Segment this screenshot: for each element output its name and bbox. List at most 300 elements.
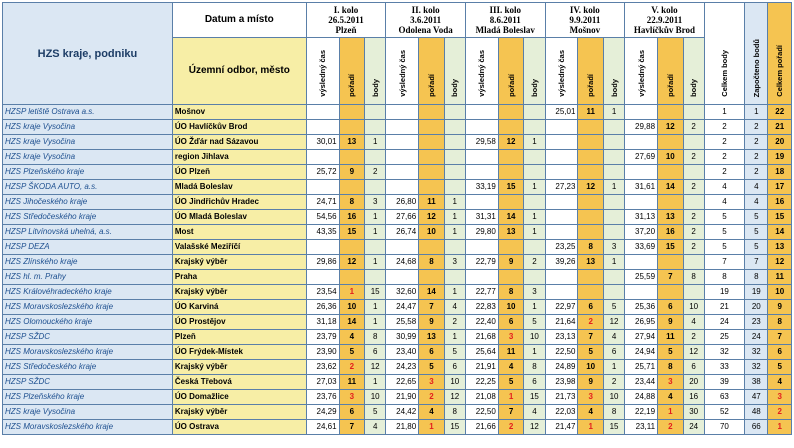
rank-cell xyxy=(498,150,523,165)
points-cell xyxy=(524,270,545,285)
rank-cell xyxy=(578,165,603,180)
time-cell xyxy=(465,105,498,120)
time-cell xyxy=(545,195,578,210)
points-cell: 1 xyxy=(365,135,386,150)
rank-cell: 7 xyxy=(339,420,364,435)
total-points-cell: 70 xyxy=(704,420,744,435)
rank-cell: 9 xyxy=(419,315,444,330)
points-cell: 10 xyxy=(683,300,704,315)
time-cell xyxy=(465,165,498,180)
rank-cell: 6 xyxy=(419,345,444,360)
total-points-cell: 25 xyxy=(704,330,744,345)
rank-cell xyxy=(578,135,603,150)
rank-cell xyxy=(658,285,683,300)
table-row xyxy=(3,330,792,345)
org-cell: HZS kraje Vysočina xyxy=(3,120,173,135)
points-cell: 15 xyxy=(524,390,545,405)
points-cell xyxy=(444,150,465,165)
rank-cell: 7 xyxy=(578,330,603,345)
header-date-place: Datum a místo xyxy=(172,3,306,38)
rank-cell xyxy=(339,105,364,120)
time-cell: 24,23 xyxy=(386,360,419,375)
org-cell: HZS hl. m. Prahy xyxy=(3,270,173,285)
points-cell xyxy=(524,150,545,165)
round-5-time-label: výsledný čas xyxy=(625,38,658,105)
total-rank-cell: 21 xyxy=(768,120,792,135)
round-1-time-label: výsledný čas xyxy=(306,38,339,105)
time-cell: 21,64 xyxy=(545,315,578,330)
points-cell xyxy=(444,105,465,120)
time-cell: 26,80 xyxy=(386,195,419,210)
round-place: Mošnov xyxy=(569,25,601,35)
time-cell: 24,71 xyxy=(306,195,339,210)
points-cell: 1 xyxy=(444,330,465,345)
round-2-header xyxy=(386,3,466,38)
points-cell: 8 xyxy=(365,330,386,345)
rank-cell xyxy=(498,105,523,120)
rank-cell: 7 xyxy=(658,270,683,285)
unit-cell: Valašské Meziříčí xyxy=(172,240,306,255)
counted-points-cell: 2 xyxy=(745,135,768,150)
time-cell: 23,13 xyxy=(545,330,578,345)
org-cell: HZS Plzeňského kraje xyxy=(3,165,173,180)
total-rank-cell: 10 xyxy=(768,285,792,300)
points-cell: 16 xyxy=(683,390,704,405)
org-cell: HZS Olomouckého kraje xyxy=(3,315,173,330)
rank-cell: 12 xyxy=(419,210,444,225)
unit-cell: ÚO Jindřichův Hradec xyxy=(172,195,306,210)
time-cell: 24,89 xyxy=(545,360,578,375)
counted-points-cell: 2 xyxy=(745,150,768,165)
points-cell xyxy=(524,165,545,180)
time-cell: 25,72 xyxy=(306,165,339,180)
rank-cell: 1 xyxy=(339,285,364,300)
total-rank-cell: 9 xyxy=(768,300,792,315)
points-cell: 6 xyxy=(683,360,704,375)
points-cell: 1 xyxy=(444,210,465,225)
counted-points-cell: 5 xyxy=(745,240,768,255)
header-counted-points: Započteno bodů xyxy=(745,3,768,105)
total-rank-cell: 20 xyxy=(768,135,792,150)
org-cell: HZS Jihočeského kraje xyxy=(3,195,173,210)
rank-cell: 15 xyxy=(658,240,683,255)
time-cell: 23,98 xyxy=(545,375,578,390)
rank-cell: 2 xyxy=(419,390,444,405)
table-row xyxy=(3,225,792,240)
org-cell: HZS Moravskoslezského kraje xyxy=(3,345,173,360)
time-cell: 25,36 xyxy=(625,300,658,315)
time-cell: 23,79 xyxy=(306,330,339,345)
time-cell: 23,44 xyxy=(625,375,658,390)
rank-cell: 6 xyxy=(658,300,683,315)
points-cell xyxy=(365,180,386,195)
counted-points-cell: 32 xyxy=(745,360,768,375)
rank-cell xyxy=(498,165,523,180)
table-row xyxy=(3,300,792,315)
time-cell: 31,13 xyxy=(625,210,658,225)
points-cell xyxy=(365,240,386,255)
time-cell xyxy=(386,270,419,285)
rank-cell: 16 xyxy=(658,225,683,240)
unit-cell: Most xyxy=(172,225,306,240)
total-rank-cell: 8 xyxy=(768,315,792,330)
points-cell: 1 xyxy=(524,210,545,225)
total-rank-cell: 4 xyxy=(768,375,792,390)
table-row xyxy=(3,240,792,255)
points-cell xyxy=(524,195,545,210)
rank-cell: 11 xyxy=(498,345,523,360)
org-cell: HZSP ŠKODA AUTO, a.s. xyxy=(3,180,173,195)
time-cell: 29,86 xyxy=(306,255,339,270)
points-cell: 5 xyxy=(365,405,386,420)
points-cell: 4 xyxy=(603,330,624,345)
total-points-cell: 21 xyxy=(704,300,744,315)
table-row xyxy=(3,360,792,375)
time-cell: 31,61 xyxy=(625,180,658,195)
counted-points-cell: 4 xyxy=(745,195,768,210)
round-title: IV. kolo xyxy=(569,5,600,15)
points-cell: 3 xyxy=(365,195,386,210)
total-rank-cell: 13 xyxy=(768,240,792,255)
time-cell: 23,76 xyxy=(306,390,339,405)
rank-cell xyxy=(658,255,683,270)
time-cell: 24,47 xyxy=(386,300,419,315)
unit-cell: Česká Třebová xyxy=(172,375,306,390)
total-points-cell: 19 xyxy=(704,285,744,300)
rank-cell xyxy=(339,150,364,165)
time-cell: 27,03 xyxy=(306,375,339,390)
rank-cell: 6 xyxy=(339,405,364,420)
points-cell xyxy=(603,285,624,300)
rank-cell xyxy=(658,135,683,150)
unit-cell: ÚO Žďár nad Sázavou xyxy=(172,135,306,150)
time-cell xyxy=(465,270,498,285)
points-cell: 2 xyxy=(683,210,704,225)
rank-cell xyxy=(578,285,603,300)
rank-cell: 4 xyxy=(498,360,523,375)
points-cell: 1 xyxy=(444,195,465,210)
time-cell: 31,18 xyxy=(306,315,339,330)
points-cell: 6 xyxy=(524,375,545,390)
org-cell: HZSP SŽDC xyxy=(3,375,173,390)
counted-points-cell: 2 xyxy=(745,120,768,135)
points-cell xyxy=(444,135,465,150)
points-cell: 10 xyxy=(444,375,465,390)
rank-cell xyxy=(419,240,444,255)
points-cell xyxy=(603,195,624,210)
rank-cell xyxy=(578,195,603,210)
time-cell xyxy=(545,150,578,165)
total-rank-cell: 19 xyxy=(768,150,792,165)
total-points-cell: 4 xyxy=(704,195,744,210)
time-cell: 22,19 xyxy=(625,405,658,420)
time-cell xyxy=(545,120,578,135)
time-cell: 21,47 xyxy=(545,420,578,435)
round-3-time-label: výsledný čas xyxy=(465,38,498,105)
time-cell: 22,79 xyxy=(465,255,498,270)
time-cell xyxy=(545,165,578,180)
unit-cell: Plzeň xyxy=(172,330,306,345)
points-cell xyxy=(683,105,704,120)
time-cell xyxy=(625,285,658,300)
rank-cell: 3 xyxy=(419,375,444,390)
time-cell: 26,95 xyxy=(625,315,658,330)
points-cell xyxy=(603,210,624,225)
time-cell xyxy=(465,195,498,210)
rank-cell: 14 xyxy=(498,210,523,225)
points-cell: 20 xyxy=(683,375,704,390)
time-cell: 27,23 xyxy=(545,180,578,195)
points-cell: 10 xyxy=(365,390,386,405)
round-1-points-label: body xyxy=(365,38,386,105)
rank-cell: 13 xyxy=(339,135,364,150)
rank-cell: 5 xyxy=(419,360,444,375)
total-rank-cell: 7 xyxy=(768,330,792,345)
rank-cell xyxy=(498,240,523,255)
round-place: Mladá Boleslav xyxy=(475,25,535,35)
org-cell: HZS kraje Vysočina xyxy=(3,405,173,420)
round-2-time-label: výsledný čas xyxy=(386,38,419,105)
points-cell: 12 xyxy=(444,390,465,405)
points-cell: 2 xyxy=(683,240,704,255)
counted-points-cell: 66 xyxy=(745,420,768,435)
time-cell: 22,50 xyxy=(465,405,498,420)
points-cell: 12 xyxy=(683,345,704,360)
total-rank-cell: 5 xyxy=(768,360,792,375)
unit-cell: Krajský výběr xyxy=(172,360,306,375)
total-rank-cell: 3 xyxy=(768,390,792,405)
rank-cell xyxy=(339,240,364,255)
rank-cell: 6 xyxy=(578,300,603,315)
round-2-points-label: body xyxy=(444,38,465,105)
points-cell: 5 xyxy=(444,345,465,360)
table-row xyxy=(3,255,792,270)
time-cell xyxy=(545,210,578,225)
time-cell xyxy=(306,120,339,135)
time-cell: 29,88 xyxy=(625,120,658,135)
time-cell: 23,11 xyxy=(625,420,658,435)
time-cell: 21,68 xyxy=(465,330,498,345)
points-cell xyxy=(603,270,624,285)
round-4-points-label: body xyxy=(603,38,624,105)
points-cell: 6 xyxy=(603,345,624,360)
rank-cell: 14 xyxy=(339,315,364,330)
counted-points-cell: 24 xyxy=(745,330,768,345)
time-cell: 27,94 xyxy=(625,330,658,345)
unit-cell: Mladá Boleslav xyxy=(172,180,306,195)
points-cell xyxy=(683,195,704,210)
time-cell: 21,80 xyxy=(386,420,419,435)
rank-cell: 14 xyxy=(658,180,683,195)
round-date: 9.9.2011 xyxy=(569,15,601,25)
points-cell xyxy=(444,120,465,135)
points-cell: 3 xyxy=(524,285,545,300)
rank-cell: 9 xyxy=(658,315,683,330)
time-cell: 33,69 xyxy=(625,240,658,255)
points-cell: 8 xyxy=(444,405,465,420)
time-cell xyxy=(625,135,658,150)
table-row xyxy=(3,210,792,225)
rank-cell: 13 xyxy=(578,255,603,270)
points-cell: 30 xyxy=(683,405,704,420)
rank-cell: 8 xyxy=(419,255,444,270)
counted-points-cell: 5 xyxy=(745,225,768,240)
time-cell: 26,74 xyxy=(386,225,419,240)
points-cell: 24 xyxy=(683,420,704,435)
time-cell: 24,88 xyxy=(625,390,658,405)
round-title: II. kolo xyxy=(411,5,440,15)
rank-cell: 5 xyxy=(658,345,683,360)
total-points-cell: 5 xyxy=(704,225,744,240)
rank-cell: 8 xyxy=(658,360,683,375)
time-cell xyxy=(386,120,419,135)
points-cell: 4 xyxy=(524,405,545,420)
points-cell: 2 xyxy=(365,165,386,180)
counted-points-cell: 48 xyxy=(745,405,768,420)
total-rank-cell: 1 xyxy=(768,420,792,435)
total-rank-cell: 6 xyxy=(768,345,792,360)
total-rank-cell: 2 xyxy=(768,405,792,420)
time-cell xyxy=(306,270,339,285)
rank-cell: 13 xyxy=(419,330,444,345)
rank-cell: 2 xyxy=(498,420,523,435)
points-cell: 8 xyxy=(603,405,624,420)
rank-cell: 10 xyxy=(658,150,683,165)
total-points-cell: 2 xyxy=(704,135,744,150)
table-row xyxy=(3,270,792,285)
header-org: HZS kraje, podniku xyxy=(3,3,173,105)
points-cell xyxy=(603,135,624,150)
unit-cell: Krajský výběr xyxy=(172,285,306,300)
time-cell xyxy=(386,150,419,165)
time-cell: 30,01 xyxy=(306,135,339,150)
unit-cell: ÚO Frýdek-Místek xyxy=(172,345,306,360)
points-cell: 3 xyxy=(603,240,624,255)
rank-cell: 5 xyxy=(578,345,603,360)
time-cell: 23,54 xyxy=(306,285,339,300)
total-rank-cell: 15 xyxy=(768,210,792,225)
rank-cell: 11 xyxy=(578,105,603,120)
unit-cell: ÚO Havlíčkův Brod xyxy=(172,120,306,135)
org-cell: HZS Plzeňského kraje xyxy=(3,390,173,405)
counted-points-cell: 19 xyxy=(745,285,768,300)
points-cell: 1 xyxy=(365,300,386,315)
total-rank-cell: 14 xyxy=(768,225,792,240)
rank-cell xyxy=(419,135,444,150)
points-cell: 2 xyxy=(683,180,704,195)
rank-cell xyxy=(578,210,603,225)
rank-cell xyxy=(419,105,444,120)
time-cell: 33,19 xyxy=(465,180,498,195)
rank-cell: 8 xyxy=(339,195,364,210)
points-cell: 6 xyxy=(365,345,386,360)
time-cell: 23,40 xyxy=(386,345,419,360)
points-cell: 2 xyxy=(683,120,704,135)
round-title: V. kolo xyxy=(651,5,678,15)
points-cell: 1 xyxy=(444,225,465,240)
time-cell: 22,50 xyxy=(545,345,578,360)
time-cell: 25,58 xyxy=(386,315,419,330)
rank-cell xyxy=(339,120,364,135)
points-cell: 1 xyxy=(603,360,624,375)
time-cell: 30,99 xyxy=(386,330,419,345)
round-4-rank-label: pořadí xyxy=(578,38,603,105)
table-row xyxy=(3,420,792,435)
counted-points-cell: 47 xyxy=(745,390,768,405)
rank-cell xyxy=(419,270,444,285)
rank-cell: 11 xyxy=(658,330,683,345)
time-cell xyxy=(386,180,419,195)
rank-cell: 2 xyxy=(658,420,683,435)
time-cell: 22,83 xyxy=(465,300,498,315)
points-cell: 1 xyxy=(603,180,624,195)
points-cell xyxy=(683,255,704,270)
round-title: III. kolo xyxy=(489,5,521,15)
total-points-cell: 7 xyxy=(704,255,744,270)
table-row xyxy=(3,285,792,300)
total-points-cell: 39 xyxy=(704,375,744,390)
time-cell: 43,35 xyxy=(306,225,339,240)
counted-points-cell: 7 xyxy=(745,255,768,270)
total-points-cell: 52 xyxy=(704,405,744,420)
total-points-cell: 1 xyxy=(704,105,744,120)
round-3-header xyxy=(465,3,545,38)
rank-cell xyxy=(578,150,603,165)
total-points-cell: 8 xyxy=(704,270,744,285)
time-cell: 21,08 xyxy=(465,390,498,405)
points-cell: 2 xyxy=(603,375,624,390)
points-cell: 10 xyxy=(603,390,624,405)
rank-cell: 13 xyxy=(498,225,523,240)
time-cell: 21,66 xyxy=(465,420,498,435)
unit-cell: ÚO Ostrava xyxy=(172,420,306,435)
rank-cell: 10 xyxy=(339,300,364,315)
points-cell xyxy=(444,180,465,195)
points-cell xyxy=(524,105,545,120)
time-cell: 22,77 xyxy=(465,285,498,300)
rank-cell xyxy=(498,195,523,210)
points-cell xyxy=(683,285,704,300)
rank-cell: 2 xyxy=(578,315,603,330)
rank-cell: 7 xyxy=(498,405,523,420)
points-cell: 1 xyxy=(365,315,386,330)
header-territorial-unit: Územní odbor, město xyxy=(172,38,306,105)
points-cell: 15 xyxy=(365,285,386,300)
rank-cell xyxy=(658,105,683,120)
points-cell: 1 xyxy=(524,135,545,150)
time-cell: 54,56 xyxy=(306,210,339,225)
time-cell xyxy=(306,180,339,195)
rank-cell: 12 xyxy=(578,180,603,195)
points-cell: 1 xyxy=(365,225,386,240)
time-cell xyxy=(465,240,498,255)
unit-cell: Mošnov xyxy=(172,105,306,120)
points-cell xyxy=(603,225,624,240)
points-cell: 15 xyxy=(603,420,624,435)
org-cell: HZS kraje Vysočina xyxy=(3,150,173,165)
rank-cell xyxy=(339,270,364,285)
time-cell xyxy=(545,270,578,285)
total-rank-cell: 22 xyxy=(768,105,792,120)
time-cell: 22,03 xyxy=(545,405,578,420)
rank-cell: 13 xyxy=(658,210,683,225)
rank-cell xyxy=(498,270,523,285)
time-cell xyxy=(306,105,339,120)
rank-cell xyxy=(498,120,523,135)
table-row xyxy=(3,345,792,360)
time-cell xyxy=(625,255,658,270)
rank-cell: 5 xyxy=(498,375,523,390)
